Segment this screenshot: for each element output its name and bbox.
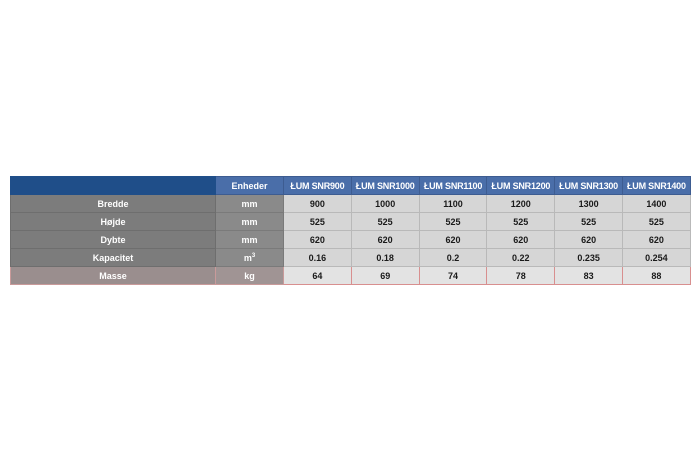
row-unit-kapacitet bbox=[216, 249, 284, 267]
unit-text: mm bbox=[241, 198, 258, 209]
unit-text: mm bbox=[241, 234, 258, 245]
table-row bbox=[11, 249, 691, 267]
table-header bbox=[11, 177, 691, 195]
table-header-row bbox=[11, 177, 691, 195]
column-header-model-2: ŁUM SNR1000 bbox=[351, 177, 419, 195]
specification-table bbox=[10, 176, 691, 285]
cell-dybte-1: 620 bbox=[284, 231, 352, 249]
cell-masse-6: 88 bbox=[622, 267, 690, 285]
cell-hojde-4: 525 bbox=[487, 213, 555, 231]
cell-kapacitet-2: 0.18 bbox=[351, 249, 419, 267]
row-unit-bredde bbox=[216, 195, 284, 213]
row-label-kapacitet: Kapacitet bbox=[11, 249, 216, 267]
unit-text: mm bbox=[241, 216, 258, 227]
row-unit-dybte bbox=[216, 231, 284, 249]
column-header-units: Enheder bbox=[216, 177, 284, 195]
row-label-masse: Masse bbox=[11, 267, 216, 285]
table-row bbox=[11, 267, 691, 285]
cell-hojde-2: 525 bbox=[351, 213, 419, 231]
column-header-model-5: ŁUM SNR1300 bbox=[555, 177, 623, 195]
row-label-hojde: Højde bbox=[11, 213, 216, 231]
cell-dybte-2: 620 bbox=[351, 231, 419, 249]
row-unit-masse bbox=[216, 267, 284, 285]
column-header-model-3: ŁUM SNR1100 bbox=[419, 177, 487, 195]
unit-text: m bbox=[243, 252, 252, 263]
cell-kapacitet-3: 0.2 bbox=[419, 249, 487, 267]
cell-kapacitet-1: 0.16 bbox=[284, 249, 352, 267]
unit-exponent: 3 bbox=[251, 252, 256, 259]
cell-masse-4: 78 bbox=[487, 267, 555, 285]
cell-hojde-6: 525 bbox=[622, 213, 690, 231]
cell-dybte-6: 620 bbox=[622, 231, 690, 249]
cell-bredde-1: 900 bbox=[284, 195, 352, 213]
cell-masse-1: 64 bbox=[284, 267, 352, 285]
cell-masse-3: 74 bbox=[419, 267, 487, 285]
column-header-model-4: ŁUM SNR1200 bbox=[487, 177, 555, 195]
cell-bredde-2: 1000 bbox=[351, 195, 419, 213]
cell-dybte-3: 620 bbox=[419, 231, 487, 249]
cell-hojde-1: 525 bbox=[284, 213, 352, 231]
cell-masse-2: 69 bbox=[351, 267, 419, 285]
column-header-model-1: ŁUM SNR900 bbox=[284, 177, 352, 195]
cell-dybte-4: 620 bbox=[487, 231, 555, 249]
cell-hojde-3: 525 bbox=[419, 213, 487, 231]
cell-bredde-3: 1100 bbox=[419, 195, 487, 213]
cell-kapacitet-4: 0.22 bbox=[487, 249, 555, 267]
table-corner-cell bbox=[11, 177, 216, 195]
cell-hojde-5: 525 bbox=[555, 213, 623, 231]
cell-masse-5: 83 bbox=[555, 267, 623, 285]
cell-bredde-4: 1200 bbox=[487, 195, 555, 213]
cell-bredde-5: 1300 bbox=[555, 195, 623, 213]
row-label-dybte: Dybte bbox=[11, 231, 216, 249]
cell-kapacitet-5: 0.235 bbox=[555, 249, 623, 267]
row-unit-hojde bbox=[216, 213, 284, 231]
table-row bbox=[11, 213, 691, 231]
column-header-model-6: ŁUM SNR1400 bbox=[622, 177, 690, 195]
table-body bbox=[11, 195, 691, 285]
cell-kapacitet-6: 0.254 bbox=[622, 249, 690, 267]
unit-text: kg bbox=[244, 270, 255, 281]
table-row bbox=[11, 195, 691, 213]
cell-bredde-6: 1400 bbox=[622, 195, 690, 213]
row-label-bredde: Bredde bbox=[11, 195, 216, 213]
table-row bbox=[11, 231, 691, 249]
cell-dybte-5: 620 bbox=[555, 231, 623, 249]
